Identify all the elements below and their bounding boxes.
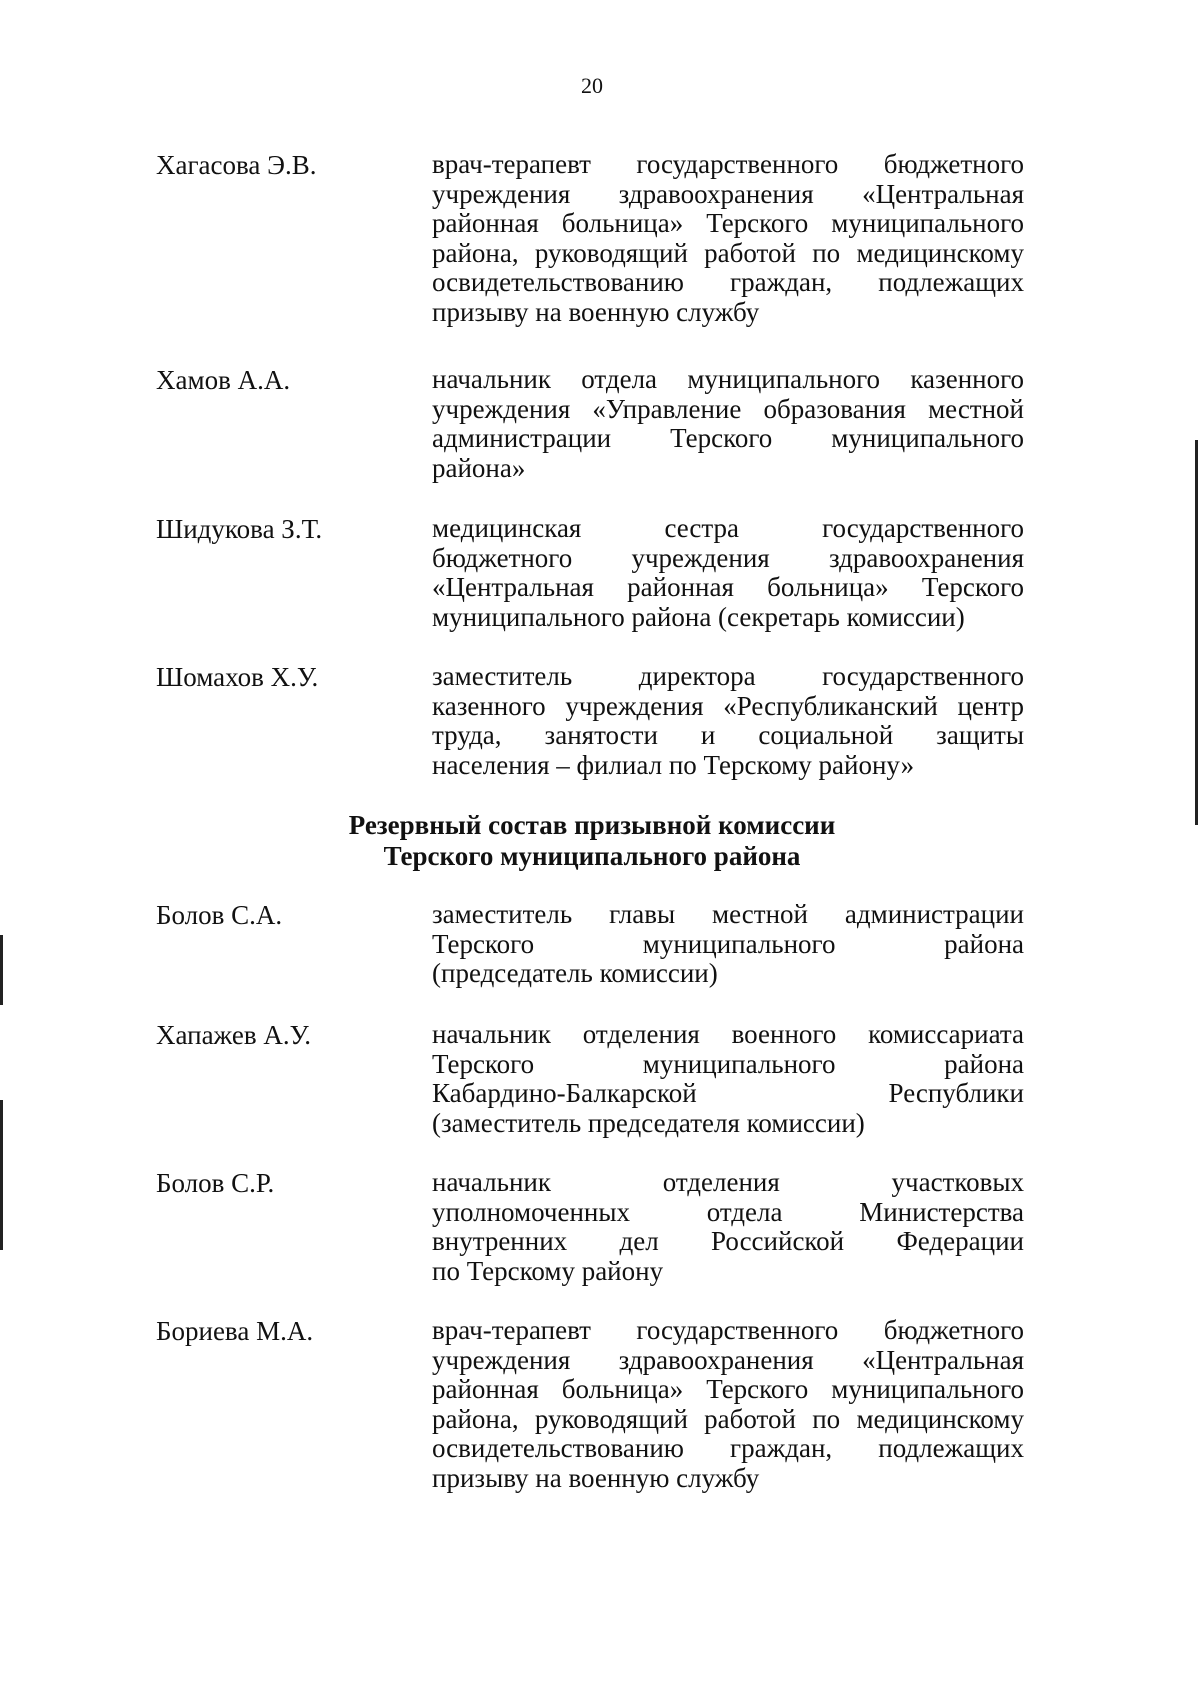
position-line: района, руководящий работой по медицинскому <box>432 1403 1024 1434</box>
section-heading-line: Терского муниципального района <box>383 841 801 871</box>
member-position <box>432 365 1024 483</box>
position-line: Терского муниципального района <box>432 1048 1024 1079</box>
position-line: учреждения здравоохранения «Центральная <box>432 178 1024 209</box>
position-line: врач-терапевт государственного бюджетного <box>432 149 1024 179</box>
position-line: труда, занятости и социальной защиты <box>432 720 1024 751</box>
member-position <box>432 1168 1024 1286</box>
position-line: учреждения здравоохранения «Центральная <box>432 1344 1024 1375</box>
position-line: заместитель главы местной администрации <box>432 899 1024 929</box>
position-line: района» <box>432 452 526 483</box>
position-line: Кабардино-Балкарской Республики <box>432 1078 1024 1109</box>
member-name: Болов С.Р. <box>156 1168 275 1198</box>
section-heading-line: Резервный состав призывной комиссии <box>348 810 836 840</box>
member-position <box>432 514 1024 632</box>
member-position <box>432 900 1024 989</box>
member-position <box>432 662 1024 780</box>
position-line: администрации Терского муниципального <box>432 423 1024 454</box>
member-name: Хагасова Э.В. <box>156 150 317 180</box>
position-line: освидетельствованию граждан, подлежащих <box>432 1433 1024 1464</box>
position-line: (заместитель председателя комиссии) <box>432 1107 865 1138</box>
position-line: начальник отдела муниципального казенного <box>432 364 1024 394</box>
position-line: бюджетного учреждения здравоохранения <box>432 542 1024 573</box>
position-line: районная больница» Терского муниципального <box>432 208 1024 239</box>
position-line: начальник отделения военного комиссариата <box>432 1019 1024 1049</box>
position-line: учреждения «Управление образования местной <box>432 393 1024 424</box>
position-line: (председатель комиссии) <box>432 958 718 989</box>
scan-edge-mark <box>1195 440 1198 825</box>
position-line: внутренних дел Российской Федерации <box>432 1226 1024 1257</box>
member-position <box>432 1316 1024 1494</box>
position-line: казенного учреждения «Республиканский центр <box>432 690 1024 721</box>
position-line: по Терскому району <box>432 1255 664 1286</box>
member-name: Болов С.А. <box>156 900 283 930</box>
member-name: Шидукова З.Т. <box>156 514 323 544</box>
position-line: освидетельствованию граждан, подлежащих <box>432 267 1024 298</box>
position-line: заместитель директора государственного <box>432 661 1024 691</box>
section-heading <box>0 810 1184 872</box>
member-name: Хапажев А.У. <box>156 1020 312 1050</box>
position-line: муниципального района (секретарь комиссии) <box>432 601 965 632</box>
position-line: призыву на военную службу <box>432 296 760 327</box>
member-position <box>432 1020 1024 1138</box>
scan-edge-mark <box>0 935 3 1005</box>
position-line: Терского муниципального района <box>432 928 1024 959</box>
position-line: начальник отделения участковых <box>432 1167 1024 1197</box>
member-position <box>432 150 1024 328</box>
member-name: Шомахов Х.У. <box>156 662 319 692</box>
page-number: 20 <box>581 73 603 98</box>
position-line: врач-терапевт государственного бюджетного <box>432 1315 1024 1345</box>
position-line: призыву на военную службу <box>432 1462 760 1493</box>
position-line: уполномоченных отдела Министерства <box>432 1196 1024 1227</box>
position-line: населения – филиал по Терскому району» <box>432 749 915 780</box>
member-name: Хамов А.А. <box>156 365 291 395</box>
scan-edge-mark <box>0 1100 3 1250</box>
member-name: Бориева М.А. <box>156 1316 314 1346</box>
position-line: «Центральная районная больница» Терского <box>432 572 1024 603</box>
position-line: района, руководящий работой по медицинскому <box>432 237 1024 268</box>
position-line: районная больница» Терского муниципального <box>432 1374 1024 1405</box>
position-line: медицинская сестра государственного <box>432 513 1024 543</box>
